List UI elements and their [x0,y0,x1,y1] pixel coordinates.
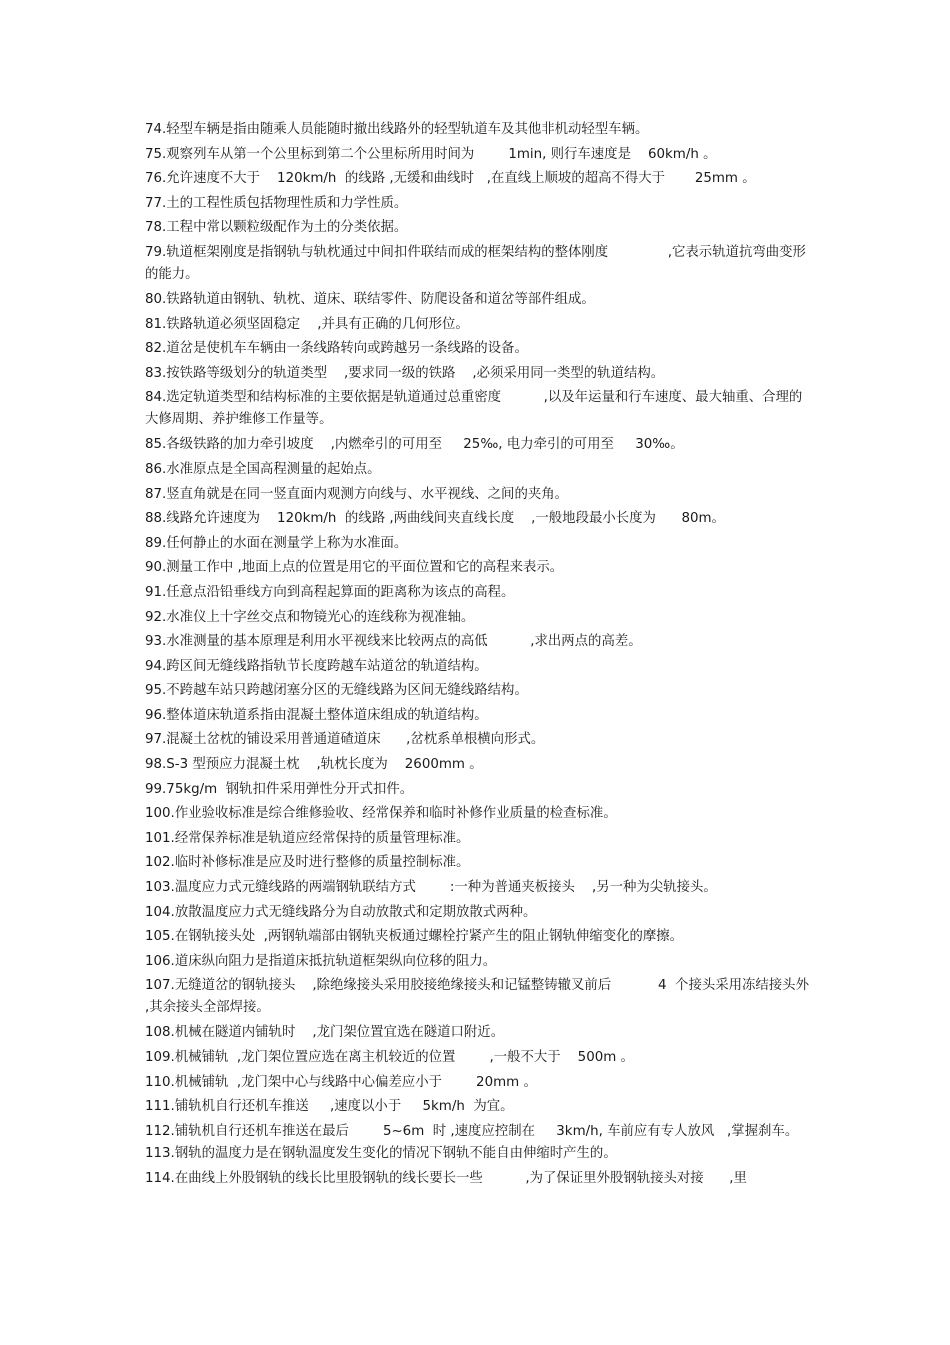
document-body [145,118,814,1191]
list-item: 83.按铁路等级划分的轨道类型 ,要求同一级的铁路 ,必须采用同一类型的轨道结构。 [145,365,665,381]
list-item: 107.无缝道岔的钢轨接头 ,除绝缘接头采用胶接绝缘接头和记锰整铸辙叉前后 4 个接头采用冻结接头外 ,其余接头全部焊接。 [145,978,814,1016]
list-item: 112.铺轨机自行还机车推送在最后 5~6m 时 ,速度应控制在 3km/h, 车前应有专人放风 ,掌握刹车。 113.钢轨的温度力是在钢轨温度发生变化的情况下钢轨不能自由伸缩时产生的。 [145,1123,803,1161]
list-item: 79.轨道框架刚度是指钢轨与轨枕通过中间扣件联结而成的框架结构的整体刚度 ,它表示轨道抗弯曲变形的能力。 [145,244,806,282]
list-item: 86.水准原点是全国高程测量的起始点。 [145,461,381,477]
list-item: 96.整体道床轨道系指由混凝土整体道床组成的轨道结构。 [145,707,488,723]
list-item: 110.机械铺轨 ,龙门架中心与线路中心偏差应小于 20mm 。 [145,1074,537,1090]
list-item: 77.土的工程性质包括物理性质和力学性质。 [145,195,408,211]
list-item: 82.道岔是使机车车辆由一条线路转向或跨越另一条线路的设备。 [145,341,528,357]
list-item: 91.任意点沿铅垂线方向到高程起算面的距离称为该点的高程。 [145,584,515,600]
list-item: 76.允许速度不大于 120km/h 的线路 ,无缓和曲线时 ,在直线上顺坡的超高不得大于 25mm 。 [145,171,756,187]
list-item: 98.S-3 型预应力混凝土枕 ,轨枕长度为 2600mm 。 [145,757,483,773]
list-item: 88.线路允许速度为 120km/h 的线路 ,两曲线间夹直线长度 ,一般地段最小长度为 80m。 [145,511,725,527]
list-item: 78.工程中常以颗粒级配作为土的分类依据。 [145,220,408,236]
list-item: 109.机械铺轨 ,龙门架位置应选在离主机较近的位置 ,一般不大于 500m 。 [145,1050,634,1065]
list-item: 74.轻型车辆是指由随乘人员能随时撤出线路外的轻型轨道车及其他非机动轻型车辆。 [145,122,649,137]
list-item: 84.选定轨道类型和结构标准的主要依据是轨道通过总重密度 ,以及年运量和行车速度、最大轴重、合理的大修周期、养护维修工作量等。 [145,390,803,428]
list-item: 102.临时补修标准是应及时进行整修的质量控制标准。 [145,855,470,871]
list-item: 100.作业验收标准是综合维修验收、经常保养和临时补修作业质量的检查标准。 [145,806,617,822]
list-item: 93.水准测量的基本原理是利用水平视线来比较两点的高低 ,求出两点的高差。 [145,634,642,650]
list-item: 97.混凝土岔枕的铺设采用普通道碴道床 ,岔枕系单根横向形式。 [145,732,545,748]
list-item: 90.测量工作中 ,地面上点的位置是用它的平面位置和它的高程来表示。 [145,560,564,576]
list-item: 95.不跨越车站只跨越闭塞分区的无缝线路为区间无缝线路结构。 [145,683,528,699]
list-item: 80.铁路轨道由钢轨、轨枕、道床、联结零件、防爬设备和道岔等部件组成。 [145,291,595,307]
list-item: 85.各级铁路的加力牵引坡度 ,内燃牵引的可用至 25‰, 电力牵引的可用至 30‰。 [145,437,684,453]
list-item: 105.在钢轨接头处 ,两钢轨端部由钢轨夹板通过螺栓拧紧产生的阻止钢轨伸缩变化的摩擦。 [145,929,684,945]
list-item: 103.温度应力式元缝线路的两端钢轨联结方式 :一种为普通夹板接头 ,另一种为尖轨接头。 [145,880,717,896]
list-item: 111.铺轨机自行还机车推送 ,速度以小于 5km/h 为宜。 [145,1099,514,1115]
list-item: 87.竖直角就是在同一竖直面内观测方向线与、水平视线、之间的夹角。 [145,486,569,502]
list-item: 104.放散温度应力式无缝线路分为自动放散式和定期放散式两种。 [145,904,537,920]
list-item: 89.任何静止的水面在测量学上称为水准面。 [145,535,408,551]
list-item: 94.跨区间无缝线路指轨节长度跨越车站道岔的轨道结构。 [145,658,488,674]
list-item: 108.机械在隧道内铺轨时 ,龙门架位置宜选在隧道口附近。 [145,1025,505,1041]
list-item: 99.75kg/m 钢轨扣件采用弹性分开式扣件。 [145,781,414,797]
list-item: 75.观察列车从第一个公里标到第二个公里标所用时间为 1min, 则行车速度是 60km/h 。 [145,146,717,162]
list-item: 81.铁路轨道必须坚固稳定 ,并具有正确的几何形位。 [145,316,469,332]
list-item: 106.道床纵向阻力是指道床抵抗轨道框架纵向位移的阻力。 [145,953,497,969]
list-item: 92.水准仪上十字丝交点和物镜光心的连线称为视准轴。 [145,609,475,625]
list-item: 101.经常保养标准是轨道应经常保持的质量管理标准。 [145,830,470,846]
list-item: 114.在曲线上外股钢轨的线长比里股钢轨的线长要长一些 ,为了保证里外股钢轨接头对接 ,里 [145,1170,747,1186]
